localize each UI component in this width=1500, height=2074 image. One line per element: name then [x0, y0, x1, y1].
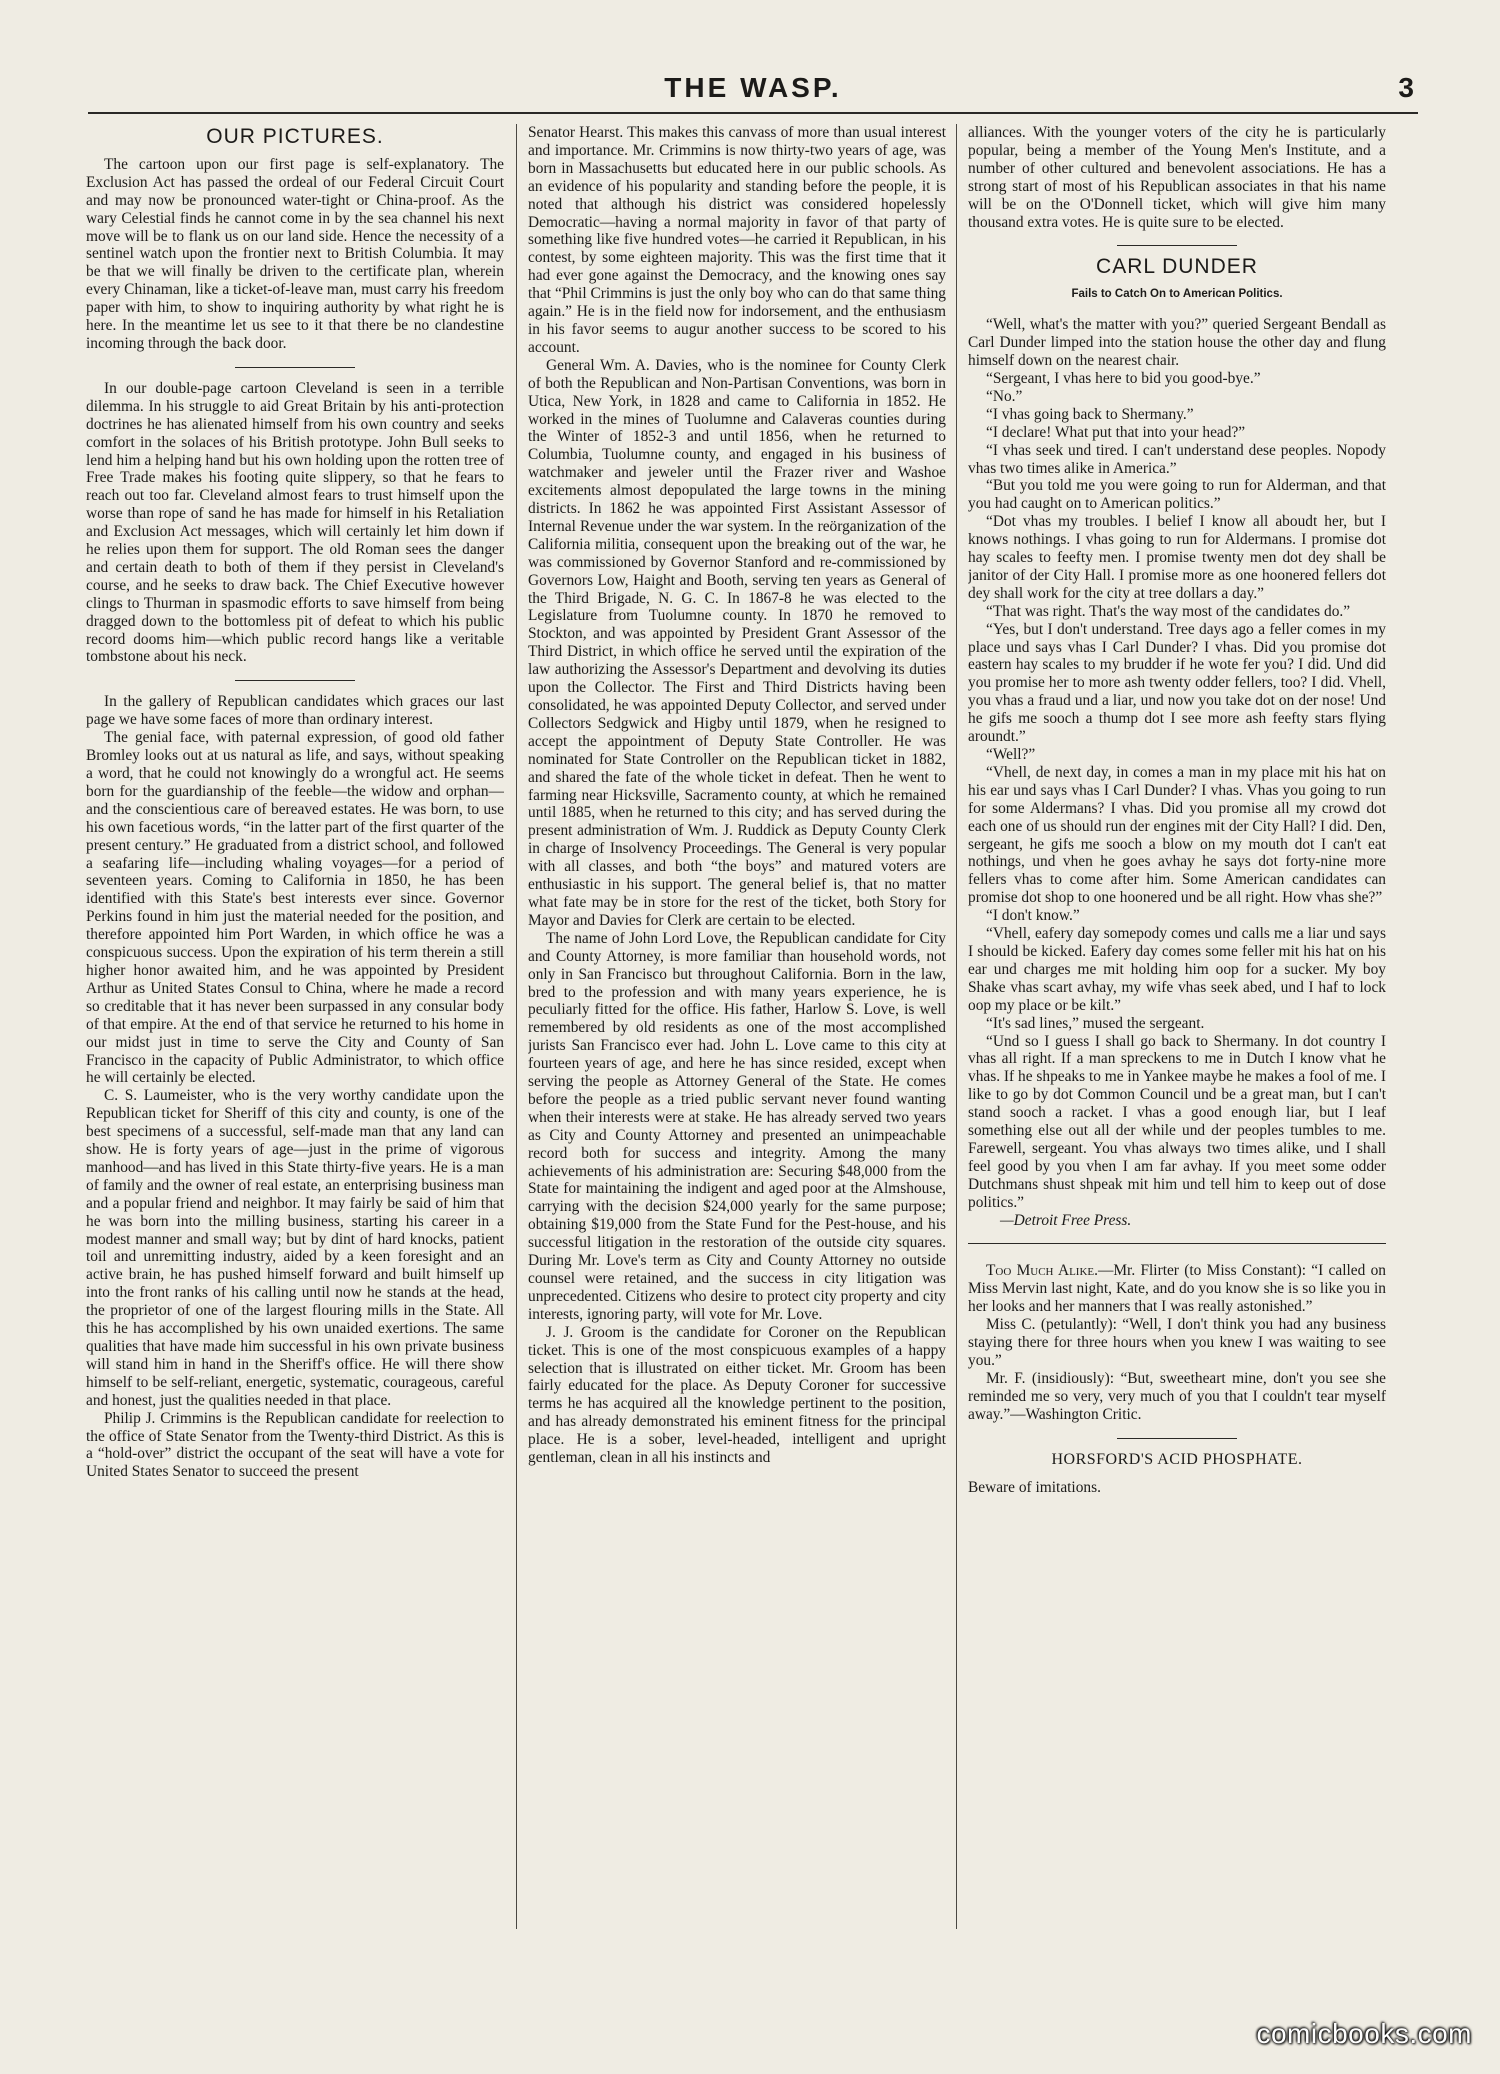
paragraph-gallery-intro: In the gallery of Republican candidates which graces our last page we have some faces of more than ordinary interest.: [86, 693, 504, 729]
paragraph-too-much-alike-3: Mr. F. (insidiously): “But, sweetheart mine, don't you see she reminded me so very, very much of you that I couldn't tear myself away.”—Washington Critic.: [968, 1369, 1386, 1423]
column-1: [86, 124, 504, 1944]
paragraph-laumeister: C. S. Laumeister, who is the very worthy candidate upon the Republican ticket for Sheriff of this city and county, is one of the best specimens of a successful, self-made man that any land can show. He is forty years of age—just in the prime of vigorous manhood—and has lived in this State thirty-five years. He is a man of family and the owner of real estate, an enterprising business man and a popular friend and neighbor. It may fairly be said of him that he was born into the milling business, starting his career in a modest manner and small way; but by dint of hard knocks, patient toil and unremitting industry, aided by a keen foresight and an active brain, he has pushed himself forward and built himself up into the front ranks of his calling until now he stands at the head, the proprietor of one of the largest flouring mills in the State. All this he has accomplished by his own unaided exertions. The same qualities that have made him successful in his own private business will stand him in hand in the Sheriff's office. He will there show himself to be self-reliant, energetic, systematic, courageous, careful and honest, just the qualities needed in that place.: [86, 1087, 504, 1409]
watermark: comicbooks.com: [1256, 2018, 1472, 2049]
section-subhead: Fails to Catch On to American Politics.: [1071, 288, 1283, 301]
section-title-our-pictures: OUR PICTURES.: [206, 125, 384, 148]
page-header: [88, 72, 1418, 116]
paragraph-cleveland-cartoon: In our double-page cartoon Cleveland is seen in a terrible dilemma. In his struggle to aid Great Britain by his anti-protection doctrines he has alienated himself from his own country and seeks comfort in the solaces of his British prototype. John Bull seeks to lend him a helping hand but his own holding upon the rotten tree of Free Trade makes his footing quite slippery, so that he fears to reach out too far. Cleveland almost fears to trust himself upon the worse than rope of sand he has made for himself in his Retaliation and Exclusion Act messages, which will certainly let him down if he relies upon them for support. The old Roman sees the danger and certain death to both of them if they persist in Cleveland's course, and he seeks to draw back. The Chief Executive however clings to Thurman in spasmodic efforts to save himself from being dragged down to the bottomless pit of defeat to which his public record dooms him—which public record hangs like a veritable tombstone about his neck.: [86, 379, 504, 666]
paragraph-too-much-alike: [968, 1262, 1386, 1316]
dialogue-paragraph: “I vhas seek und tired. I can't understand dese peoples. Nopody vhas two times alike in America.”: [968, 441, 1386, 477]
column-3: [968, 124, 1386, 1944]
dialogue-paragraph: “Sergeant, I vhas here to bid you good-bye.”: [986, 369, 1261, 387]
dialogue-paragraph: “Well, what's the matter with you?” queried Sergeant Bendall as Carl Dunder limped into the station house the other day and flung himself down on the nearest chair.: [968, 316, 1386, 370]
dialogue-paragraph: “But you told me you were going to run for Alderman, and that you had caught on to American politics.”: [968, 477, 1386, 513]
paragraph-too-much-alike-2: Miss C. (petulantly): “Well, I don't think you had any business staying there for three hours when you knew I was waiting to see you.”: [968, 1316, 1386, 1369]
item-heading: Too Much Alike.: [986, 1262, 1098, 1280]
paragraph-cartoon-first-page: The cartoon upon our first page is self-explanatory. The Exclusion Act has passed the ordeal of our Federal Circuit Court and may now be pronounced water-tight or China-proof. As the wary Celestial finds he cannot come in by the sea channel his next move will be to flank us on our land side. Hence the necessity of a sentinel watch upon the frontier next to British Columbia. It may be that we will finally be driven to the certificate plan, wherein every Chinaman, like a ticket-of-leave man, must carry his freedom paper with him, to show to inquiring authority by what right he is here. In the meantime let us see to it that there be no clandestine incoming through the back door.: [86, 155, 504, 352]
separator-rule: [1117, 245, 1237, 246]
paragraph-love: The name of John Lord Love, the Republican candidate for City and County Attorney, is more familiar than household words, not only in San Francisco but throughout California. Born in the law, bred to the profession and with many years experience, he is peculiarly fitted for the office. His father, Harlow S. Love, is well remembered by old residents as one of the most accomplished jurists San Francisco ever had. John L. Love came to this city at fourteen years of age, and here he has since resided, except when serving the people as Attorney General of the State. He comes before the people as a tried public servant never found wanting when their interests were at stake. He has already served two years as City and County Attorney and presented an unimpeachable record both for success and integrity. Among the many achievements of his administration are: Securing $48,000 from the State for maintaining the indigent and aged poor at the Almshouse, carrying with the decision $24,000 yearly for the same purpose; obtaining $19,000 from the State Fund for the Pest-house, and his successful litigation in the restoration of the outside city squares. During Mr. Love's term as City and County Attorney no outside counsel were retained, and the success in city litigation was unprecedented. Citizens who desire to protect city property and city interests, ignoring party, will vote for Mr. Love.: [528, 929, 946, 1323]
paragraph-crimmins-continued: Senator Hearst. This makes this canvass of more than usual interest and importance. Mr. Crimmins is now thirty-two years of age, was born in Massachusetts but educated here in our public schools. As an evidence of his popularity and standing before the people, it is noted that although his district was considered hopelessly Democratic—having a normal majority in favor of that party of something like five hundred votes—he carried it Republican, in his contest, by some eighteen majority. This was the first time that it had ever gone against the Democracy, and the knowing ones say that “Phil Crimmins is just the only boy who can do that same thing again.” He is in the field now for indorsement, and the enthusiasm in his favor seems to augur another success to be scored to his account.: [528, 124, 946, 356]
paragraph-groom: J. J. Groom is the candidate for Coroner on the Republican ticket. This is one of the most conspicuous examples of a happy selection that is illustrated on either ticket. Mr. Groom has been fairly educated for the place. As Deputy Coroner for successive terms he has acquired all the knowledge pertinent to the position, and has already demonstrated his eminent fitness for the principal place. He is a sober, level-headed, intelligent and upright gentleman, clean in all his instincts and: [528, 1323, 946, 1467]
paragraph-bromley: The genial face, with paternal expression, of good old father Bromley looks out at us natural as life, and says, without speaking a word, that he could not knowingly do a wrongful act. He seems born for the guardianship of the feeble—the widow and orphan—and the conscientious care of bereaved estates. He was born, to use his own facetious words, “in the latter part of the first quarter of the present century.” He graduated from a district school, and followed a seafaring life—including whaling voyages—for a period of seventeen years. Coming to California in 1850, he has been identified with this State's best interests ever since. Governor Perkins found in him just the material needed for the position, and therefore appointed him Port Warden, in which office he was a conspicuous success. Upon the expiration of his term therein a still higher honor awaited him, and he was appointed by President Arthur as United States Consul to China, where he made a record so creditable that it has never been surpassed in any consular body of that empire. At the end of that service he returned to his home in our midst just in time to serve the City and County of San Francisco in the capacity of Public Administrator, to which office he will certainly be elected.: [86, 729, 504, 1087]
separator-rule-wide: [968, 1243, 1386, 1244]
dialogue-paragraph: “That was right. That's the way most of the candidates do.”: [986, 602, 1351, 620]
separator-rule: [1117, 1438, 1237, 1439]
dialogue-paragraph: “I vhas going back to Shermany.”: [986, 405, 1194, 423]
paragraph-davies: General Wm. A. Davies, who is the nominee for County Clerk of both the Republican and Non-Partisan Conventions, was born in Utica, New York, in 1828 and came to California in 1852. He worked in the mines of Tuolumne and Calaveras counties during the Winter of 1852-3 and until 1856, when he returned to Columbia, Tuolumne county, and engaged in his business of watchmaker and jeweler until the Frazer river and Washoe excitements almost depopulated the large towns in the mining districts. In 1862 he was appointed First Assistant Assessor of Internal Revenue under the war system. In the reörganization of the California militia, consequent upon the breaking out of the war, he was commissioned by Governor Stanford and re-commissioned by Governors Low, Haight and Booth, serving ten years as General of the Third Brigade, N. G. C. In 1867-8 he was elected to the Legislature from Tuolumne county. In 1870 he removed to Stockton, and was appointed by President Grant Assessor of the Third District, in which office he served until the expiration of the law authorizing the Assessor's Department and devolving its duties upon the Collector. The First and Third Districts having been consolidated, he was appointed Deputy Collector, and served under Collectors Sedgwick and Higby until 1879, when he resigned to accept the appointment of Deputy State Controller. He was nominated for State Controller on the Republican ticket in 1882, and shared the fate of the whole ticket in defeat. Then he went to farming near Hicksville, Sacramento county, at which he remained until 1885, when he returned to this city; and has served during the present administration of Wm. J. Ruddick as Deputy County Clerk in charge of Insolvency Proceedings. The General is very popular with all classes, and both “the boys” and matured voters are enthusiastic in his support. The general belief is, that no matter what fate may be in store for the rest of the ticket, both Story for Mayor and Davies for Clerk are certain to be elected.: [528, 356, 946, 929]
dialogue-paragraph: “It's sad lines,” mused the sergeant.: [986, 1014, 1205, 1032]
separator-rule: [235, 680, 355, 681]
dialogue-paragraph: “Vhell, de next day, in comes a man in my place mit his hat on his ear und says vhas I Carl Dunder? I vhas. Vhas you going to run for some Aldermans? I vhas. Did you promise all my crowd dot each one of us should run der engines mit der City Hall? I did. Den, sergeant, he gifs me sooch a blow on my mouth dot I can't eat nothings, und vhen he goes avhay he says dot forty-nine more fellers vhas to come after him. Some American candidates can promise dot shop to one hoonered und be all right. How vhas she?”: [968, 763, 1386, 907]
page-number: 3: [1398, 72, 1414, 103]
dialogue-paragraph: “No.”: [986, 387, 1023, 405]
paragraph-groom-continued: alliances. With the younger voters of the city he is particularly popular, being a member of the Young Men's Institute, and a number of other cultured and benevolent associations. He has a strong start of most of his Republican associates in that his name will be on the O'Donnell ticket, which will give him many thousand extra votes. He is quite sure to be elected.: [968, 124, 1386, 231]
advertisement-title: HORSFORD'S ACID PHOSPHATE.: [1051, 1450, 1303, 1468]
column-divider-1: [516, 124, 517, 1929]
column-2: [528, 124, 946, 1944]
newspaper-title: THE WASP.: [664, 72, 842, 103]
section-title-carl-dunder: CARL DUNDER: [1096, 255, 1258, 279]
dialogue-paragraph: “Und so I guess I shall go back to Shermany. In dot country I vhas all right. If a man spreckens to me in Dutch I know vhat he vhas. If he shpeaks to me in Yankee maybe he makes a fool of me. I like to go by dot Common Council und be a great man, but I can't stand sooch a racket. I vhas a good enough liar, but I leaf something else out all der while und der peoples tumbles to me. Farewell, sergeant. You vhas always two times alike, und I shall feel good by you vhen I am far avhay. If you meet some odder Dutchmans shust shpeak mit him und tell him to keep out of dose politics.”: [968, 1032, 1386, 1211]
item-text: —Mr. Flirter (to Miss Constant): “I called on Miss Mervin last night, Kate, and do you know she is so like you in her looks and her manners that I was really astonished.”: [968, 1262, 1386, 1316]
dialogue-paragraph: “I declare! What put that into your head?”: [986, 423, 1246, 441]
dialogue-paragraph: “Well?”: [986, 746, 1036, 763]
dialogue-paragraph: “Vhell, eafery day somepody comes und calls me a liar und says I should be kicked. Eafery day comes some feller mit his hat on his ear und charges me mit holding him oop for a sucker. My boy Shake vhas scart avhay, my wife vhas seek abed, und I haf to lock oop my place or be kilt.”: [968, 925, 1386, 1014]
dialogue-paragraph: “Yes, but I don't understand. Tree days ago a feller comes in my place und says vhas I Carl Dunder? I vhas. Did you promise dot eastern hay scales to my brudder if he wote fer you? I did. Und did you promise her to more ash twenty odder fellers, too? I did. Vhell, you vhas a fraud und a liar, und now you take dot on der nose! Und he gifs me sooch a thump dot I see more ash feefty stars flying aroundt.”: [968, 620, 1386, 746]
source-credit: —Detroit Free Press.: [1000, 1211, 1132, 1229]
advertisement-body: Beware of imitations.: [968, 1478, 1101, 1496]
header-rule: [88, 112, 1418, 114]
dialogue-paragraph: “Dot vhas my troubles. I belief I know all aboudt her, but I knows nothings. I vhas going to run for Aldermans. I promise dot hay scales to feefty men. I promise twenty men dot dey shall be janitor of der City Hall. I promise more as one hoonered fellers dot dey shall work for the city at tree dollars a day.”: [968, 513, 1386, 602]
dialogue-paragraph: “I don't know.”: [986, 907, 1080, 925]
paragraph-crimmins: Philip J. Crimmins is the Republican candidate for reelection to the office of State Senator from the Twenty-third District. As this is a “hold-over” district the occupant of the seat will have a vote for United States Senator to succeed the present: [86, 1409, 504, 1481]
column-divider-2: [956, 124, 957, 1929]
separator-rule: [235, 367, 355, 368]
